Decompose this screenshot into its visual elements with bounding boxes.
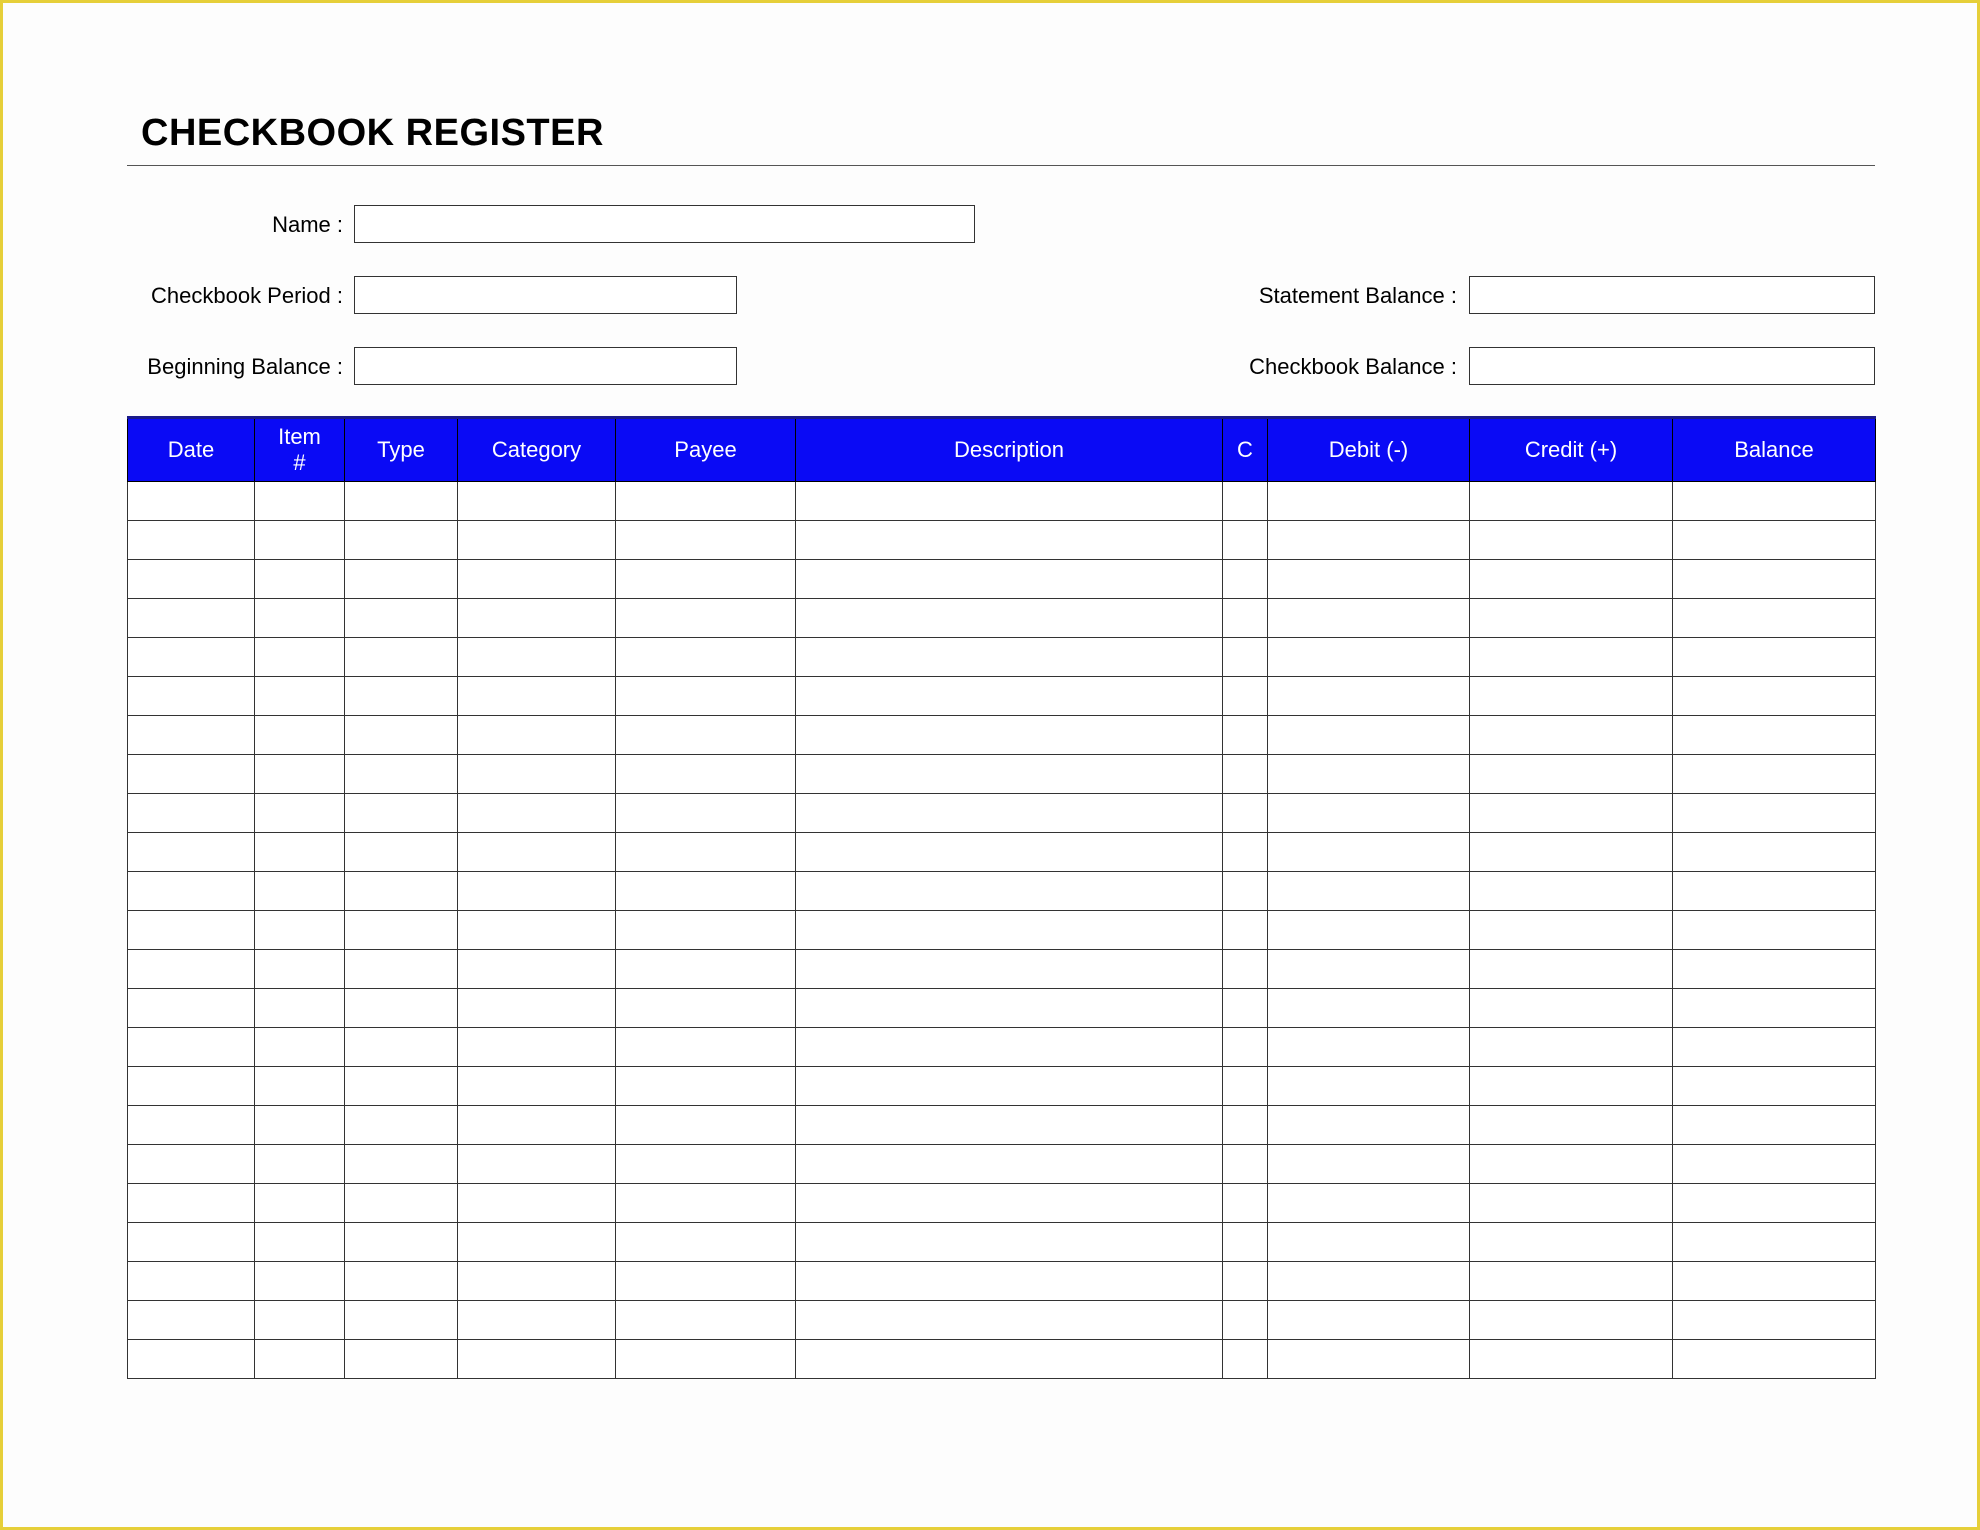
cell-payee[interactable] <box>616 1067 796 1106</box>
cell-category[interactable] <box>458 1184 616 1223</box>
cell-item-number[interactable] <box>255 677 345 716</box>
cell-date[interactable] <box>128 638 255 677</box>
table-row <box>128 1262 1876 1301</box>
cell-cleared[interactable] <box>1223 716 1268 755</box>
table-row <box>128 560 1876 599</box>
cell-date[interactable] <box>128 1106 255 1145</box>
cell-category[interactable] <box>458 1028 616 1067</box>
cell-description[interactable] <box>796 716 1223 755</box>
cell-type[interactable] <box>345 872 458 911</box>
statement-balance-field[interactable] <box>1469 276 1875 314</box>
cell-description[interactable] <box>796 1301 1223 1340</box>
cell-credit[interactable] <box>1470 1067 1673 1106</box>
cell-description[interactable] <box>796 1145 1223 1184</box>
cell-description[interactable] <box>796 482 1223 521</box>
cell-balance[interactable] <box>1673 1145 1876 1184</box>
cell-date[interactable] <box>128 1301 255 1340</box>
cell-cleared[interactable] <box>1223 989 1268 1028</box>
table-row <box>128 911 1876 950</box>
cell-type[interactable] <box>345 1145 458 1184</box>
column-header-description: Description <box>796 418 1223 482</box>
cell-debit[interactable] <box>1268 1184 1470 1223</box>
table-row <box>128 1067 1876 1106</box>
cell-cleared[interactable] <box>1223 1028 1268 1067</box>
cell-credit[interactable] <box>1470 638 1673 677</box>
cell-type[interactable] <box>345 794 458 833</box>
cell-balance[interactable] <box>1673 989 1876 1028</box>
cell-debit[interactable] <box>1268 482 1470 521</box>
cell-date[interactable] <box>128 911 255 950</box>
cell-debit[interactable] <box>1268 716 1470 755</box>
cell-item-number[interactable] <box>255 755 345 794</box>
cell-type[interactable] <box>345 677 458 716</box>
cell-cleared[interactable] <box>1223 521 1268 560</box>
cell-credit[interactable] <box>1470 482 1673 521</box>
cell-category[interactable] <box>458 911 616 950</box>
cell-payee[interactable] <box>616 716 796 755</box>
cell-category[interactable] <box>458 1340 616 1379</box>
cell-payee[interactable] <box>616 833 796 872</box>
cell-date[interactable] <box>128 1184 255 1223</box>
cell-debit[interactable] <box>1268 1223 1470 1262</box>
cell-category[interactable] <box>458 1106 616 1145</box>
cell-description[interactable] <box>796 1223 1223 1262</box>
cell-category[interactable] <box>458 1301 616 1340</box>
cell-item-number[interactable] <box>255 1028 345 1067</box>
cell-debit[interactable] <box>1268 1067 1470 1106</box>
cell-item-number[interactable] <box>255 911 345 950</box>
cell-date[interactable] <box>128 1067 255 1106</box>
cell-debit[interactable] <box>1268 1340 1470 1379</box>
column-header-cleared: C <box>1223 418 1268 482</box>
cell-type[interactable] <box>345 911 458 950</box>
cell-type[interactable] <box>345 989 458 1028</box>
cell-type[interactable] <box>345 1262 458 1301</box>
cell-balance[interactable] <box>1673 716 1876 755</box>
table-row <box>128 1340 1876 1379</box>
cell-item-number[interactable] <box>255 1145 345 1184</box>
cell-credit[interactable] <box>1470 989 1673 1028</box>
cell-category[interactable] <box>458 989 616 1028</box>
cell-type[interactable] <box>345 950 458 989</box>
cell-credit[interactable] <box>1470 872 1673 911</box>
cell-debit[interactable] <box>1268 872 1470 911</box>
checkbook-period-field[interactable] <box>354 276 737 314</box>
cell-date[interactable] <box>128 1223 255 1262</box>
cell-payee[interactable] <box>616 950 796 989</box>
cell-payee[interactable] <box>616 1262 796 1301</box>
column-header-date: Date <box>128 418 255 482</box>
table-row <box>128 872 1876 911</box>
cell-category[interactable] <box>458 638 616 677</box>
cell-category[interactable] <box>458 1262 616 1301</box>
table-row <box>128 1301 1876 1340</box>
cell-category[interactable] <box>458 950 616 989</box>
cell-description[interactable] <box>796 950 1223 989</box>
cell-credit[interactable] <box>1470 521 1673 560</box>
table-row <box>128 521 1876 560</box>
cell-balance[interactable] <box>1673 1262 1876 1301</box>
cell-debit[interactable] <box>1268 833 1470 872</box>
cell-type[interactable] <box>345 521 458 560</box>
cell-date[interactable] <box>128 1262 255 1301</box>
cell-cleared[interactable] <box>1223 1067 1268 1106</box>
name-field[interactable] <box>354 205 975 243</box>
cell-cleared[interactable] <box>1223 1106 1268 1145</box>
cell-type[interactable] <box>345 1106 458 1145</box>
column-header-payee: Payee <box>616 418 796 482</box>
cell-type[interactable] <box>345 833 458 872</box>
cell-category[interactable] <box>458 872 616 911</box>
cell-description[interactable] <box>796 1340 1223 1379</box>
cell-credit[interactable] <box>1470 1340 1673 1379</box>
cell-debit[interactable] <box>1268 560 1470 599</box>
cell-type[interactable] <box>345 1184 458 1223</box>
cell-date[interactable] <box>128 1145 255 1184</box>
column-header-debit: Debit (-) <box>1268 418 1470 482</box>
cell-category[interactable] <box>458 1067 616 1106</box>
cell-date[interactable] <box>128 677 255 716</box>
cell-item-number[interactable] <box>255 1301 345 1340</box>
cell-balance[interactable] <box>1673 599 1876 638</box>
cell-date[interactable] <box>128 794 255 833</box>
cell-type[interactable] <box>345 755 458 794</box>
cell-category[interactable] <box>458 794 616 833</box>
cell-cleared[interactable] <box>1223 1223 1268 1262</box>
cell-debit[interactable] <box>1268 755 1470 794</box>
column-header-balance: Balance <box>1673 418 1876 482</box>
cell-date[interactable] <box>128 482 255 521</box>
column-header-item-number: Item # <box>255 418 345 482</box>
cell-description[interactable] <box>796 833 1223 872</box>
cell-date[interactable] <box>128 872 255 911</box>
cell-cleared[interactable] <box>1223 560 1268 599</box>
cell-description[interactable] <box>796 1262 1223 1301</box>
cell-item-number[interactable] <box>255 833 345 872</box>
cell-description[interactable] <box>796 638 1223 677</box>
statement-balance-label: Statement Balance : <box>1258 283 1457 308</box>
cell-cleared[interactable] <box>1223 794 1268 833</box>
cell-credit[interactable] <box>1470 1301 1673 1340</box>
cell-payee[interactable] <box>616 1106 796 1145</box>
cell-category[interactable] <box>458 521 616 560</box>
cell-payee[interactable] <box>616 911 796 950</box>
cell-category[interactable] <box>458 755 616 794</box>
cell-type[interactable] <box>345 1067 458 1106</box>
table-row <box>128 638 1876 677</box>
cell-cleared[interactable] <box>1223 1184 1268 1223</box>
cell-type[interactable] <box>345 1223 458 1262</box>
cell-payee[interactable] <box>616 560 796 599</box>
cell-balance[interactable] <box>1673 638 1876 677</box>
cell-balance[interactable] <box>1673 482 1876 521</box>
cell-payee[interactable] <box>616 1145 796 1184</box>
table-row <box>128 1028 1876 1067</box>
cell-item-number[interactable] <box>255 599 345 638</box>
table-row <box>128 1145 1876 1184</box>
cell-description[interactable] <box>796 911 1223 950</box>
beginning-balance-label: Beginning Balance : <box>147 354 343 379</box>
cell-date[interactable] <box>128 521 255 560</box>
cell-cleared[interactable] <box>1223 755 1268 794</box>
cell-type[interactable] <box>345 560 458 599</box>
cell-description[interactable] <box>796 1067 1223 1106</box>
cell-cleared[interactable] <box>1223 911 1268 950</box>
cell-cleared[interactable] <box>1223 1301 1268 1340</box>
cell-item-number[interactable] <box>255 950 345 989</box>
cell-category[interactable] <box>458 716 616 755</box>
cell-credit[interactable] <box>1470 911 1673 950</box>
cell-payee[interactable] <box>616 1184 796 1223</box>
cell-credit[interactable] <box>1470 1106 1673 1145</box>
cell-item-number[interactable] <box>255 1223 345 1262</box>
checkbook-period-label: Checkbook Period : <box>151 283 343 308</box>
table-row <box>128 950 1876 989</box>
cell-payee[interactable] <box>616 755 796 794</box>
checkbook-balance-field[interactable] <box>1469 347 1875 385</box>
cell-category[interactable] <box>458 833 616 872</box>
cell-balance[interactable] <box>1673 833 1876 872</box>
cell-debit[interactable] <box>1268 1106 1470 1145</box>
cell-balance[interactable] <box>1673 1028 1876 1067</box>
cell-cleared[interactable] <box>1223 1262 1268 1301</box>
cell-item-number[interactable] <box>255 1106 345 1145</box>
cell-description[interactable] <box>796 677 1223 716</box>
cell-balance[interactable] <box>1673 1301 1876 1340</box>
table-row <box>128 1106 1876 1145</box>
cell-debit[interactable] <box>1268 677 1470 716</box>
cell-credit[interactable] <box>1470 833 1673 872</box>
title-divider <box>127 165 1875 166</box>
cell-balance[interactable] <box>1673 1223 1876 1262</box>
cell-credit[interactable] <box>1470 1145 1673 1184</box>
cell-category[interactable] <box>458 677 616 716</box>
column-header-category: Category <box>458 418 616 482</box>
cell-cleared[interactable] <box>1223 677 1268 716</box>
cell-debit[interactable] <box>1268 794 1470 833</box>
cell-payee[interactable] <box>616 794 796 833</box>
cell-payee[interactable] <box>616 1301 796 1340</box>
column-header-type: Type <box>345 418 458 482</box>
cell-payee[interactable] <box>616 521 796 560</box>
cell-description[interactable] <box>796 560 1223 599</box>
table-row <box>128 482 1876 521</box>
cell-description[interactable] <box>796 989 1223 1028</box>
cell-balance[interactable] <box>1673 1184 1876 1223</box>
cell-date[interactable] <box>128 560 255 599</box>
table-row <box>128 677 1876 716</box>
name-label: Name : <box>272 212 343 237</box>
cell-item-number[interactable] <box>255 560 345 599</box>
table-row <box>128 599 1876 638</box>
cell-category[interactable] <box>458 599 616 638</box>
table-row <box>128 755 1876 794</box>
cell-balance[interactable] <box>1673 872 1876 911</box>
table-row <box>128 1184 1876 1223</box>
cell-balance[interactable] <box>1673 521 1876 560</box>
cell-payee[interactable] <box>616 989 796 1028</box>
cell-credit[interactable] <box>1470 1184 1673 1223</box>
cell-balance[interactable] <box>1673 950 1876 989</box>
table-row <box>128 833 1876 872</box>
cell-type[interactable] <box>345 599 458 638</box>
page-title: CHECKBOOK REGISTER <box>141 112 604 154</box>
cell-credit[interactable] <box>1470 716 1673 755</box>
table-header-row <box>128 418 1876 482</box>
table-row <box>128 716 1876 755</box>
cell-item-number[interactable] <box>255 794 345 833</box>
cell-date[interactable] <box>128 950 255 989</box>
cell-payee[interactable] <box>616 677 796 716</box>
cell-balance[interactable] <box>1673 755 1876 794</box>
cell-credit[interactable] <box>1470 950 1673 989</box>
cell-category[interactable] <box>458 560 616 599</box>
cell-debit[interactable] <box>1268 1262 1470 1301</box>
cell-description[interactable] <box>796 1184 1223 1223</box>
cell-debit[interactable] <box>1268 1145 1470 1184</box>
cell-item-number[interactable] <box>255 1262 345 1301</box>
cell-type[interactable] <box>345 482 458 521</box>
cell-item-number[interactable] <box>255 521 345 560</box>
cell-debit[interactable] <box>1268 638 1470 677</box>
cell-date[interactable] <box>128 833 255 872</box>
cell-debit[interactable] <box>1268 599 1470 638</box>
cell-category[interactable] <box>458 482 616 521</box>
cell-cleared[interactable] <box>1223 1145 1268 1184</box>
cell-balance[interactable] <box>1673 794 1876 833</box>
cell-credit[interactable] <box>1470 677 1673 716</box>
cell-cleared[interactable] <box>1223 482 1268 521</box>
cell-credit[interactable] <box>1470 560 1673 599</box>
cell-debit[interactable] <box>1268 989 1470 1028</box>
cell-debit[interactable] <box>1268 911 1470 950</box>
cell-debit[interactable] <box>1268 1028 1470 1067</box>
cell-type[interactable] <box>345 1340 458 1379</box>
register-body <box>128 482 1876 1379</box>
cell-credit[interactable] <box>1470 599 1673 638</box>
cell-debit[interactable] <box>1268 950 1470 989</box>
cell-description[interactable] <box>796 521 1223 560</box>
cell-item-number[interactable] <box>255 716 345 755</box>
cell-category[interactable] <box>458 1145 616 1184</box>
cell-description[interactable] <box>796 599 1223 638</box>
cell-item-number[interactable] <box>255 1340 345 1379</box>
cell-payee[interactable] <box>616 872 796 911</box>
table-row <box>128 989 1876 1028</box>
cell-cleared[interactable] <box>1223 638 1268 677</box>
cell-date[interactable] <box>128 1340 255 1379</box>
cell-type[interactable] <box>345 638 458 677</box>
table-row <box>128 1223 1876 1262</box>
cell-cleared[interactable] <box>1223 833 1268 872</box>
cell-description[interactable] <box>796 794 1223 833</box>
cell-balance[interactable] <box>1673 677 1876 716</box>
cell-balance[interactable] <box>1673 1067 1876 1106</box>
cell-credit[interactable] <box>1470 1028 1673 1067</box>
cell-date[interactable] <box>128 755 255 794</box>
cell-cleared[interactable] <box>1223 872 1268 911</box>
cell-description[interactable] <box>796 755 1223 794</box>
cell-balance[interactable] <box>1673 911 1876 950</box>
cell-balance[interactable] <box>1673 560 1876 599</box>
cell-credit[interactable] <box>1470 794 1673 833</box>
cell-item-number[interactable] <box>255 1067 345 1106</box>
register-table <box>127 416 1876 1379</box>
cell-balance[interactable] <box>1673 1340 1876 1379</box>
cell-item-number[interactable] <box>255 989 345 1028</box>
cell-item-number[interactable] <box>255 872 345 911</box>
cell-credit[interactable] <box>1470 755 1673 794</box>
beginning-balance-field[interactable] <box>354 347 737 385</box>
cell-payee[interactable] <box>616 599 796 638</box>
cell-type[interactable] <box>345 716 458 755</box>
cell-payee[interactable] <box>616 1223 796 1262</box>
cell-description[interactable] <box>796 1028 1223 1067</box>
cell-balance[interactable] <box>1673 1106 1876 1145</box>
cell-payee[interactable] <box>616 1340 796 1379</box>
cell-description[interactable] <box>796 872 1223 911</box>
cell-payee[interactable] <box>616 1028 796 1067</box>
cell-type[interactable] <box>345 1301 458 1340</box>
cell-item-number[interactable] <box>255 482 345 521</box>
cell-debit[interactable] <box>1268 521 1470 560</box>
cell-item-number[interactable] <box>255 638 345 677</box>
table-row <box>128 794 1876 833</box>
cell-date[interactable] <box>128 1028 255 1067</box>
cell-payee[interactable] <box>616 482 796 521</box>
cell-description[interactable] <box>796 1106 1223 1145</box>
cell-category[interactable] <box>458 1223 616 1262</box>
checkbook-balance-label: Checkbook Balance : <box>1249 354 1457 379</box>
cell-date[interactable] <box>128 716 255 755</box>
cell-date[interactable] <box>128 599 255 638</box>
cell-debit[interactable] <box>1268 1301 1470 1340</box>
cell-cleared[interactable] <box>1223 599 1268 638</box>
cell-payee[interactable] <box>616 638 796 677</box>
column-header-credit: Credit (+) <box>1470 418 1673 482</box>
cell-type[interactable] <box>345 1028 458 1067</box>
cell-credit[interactable] <box>1470 1262 1673 1301</box>
cell-credit[interactable] <box>1470 1223 1673 1262</box>
cell-cleared[interactable] <box>1223 1340 1268 1379</box>
cell-date[interactable] <box>128 989 255 1028</box>
cell-item-number[interactable] <box>255 1184 345 1223</box>
cell-cleared[interactable] <box>1223 950 1268 989</box>
